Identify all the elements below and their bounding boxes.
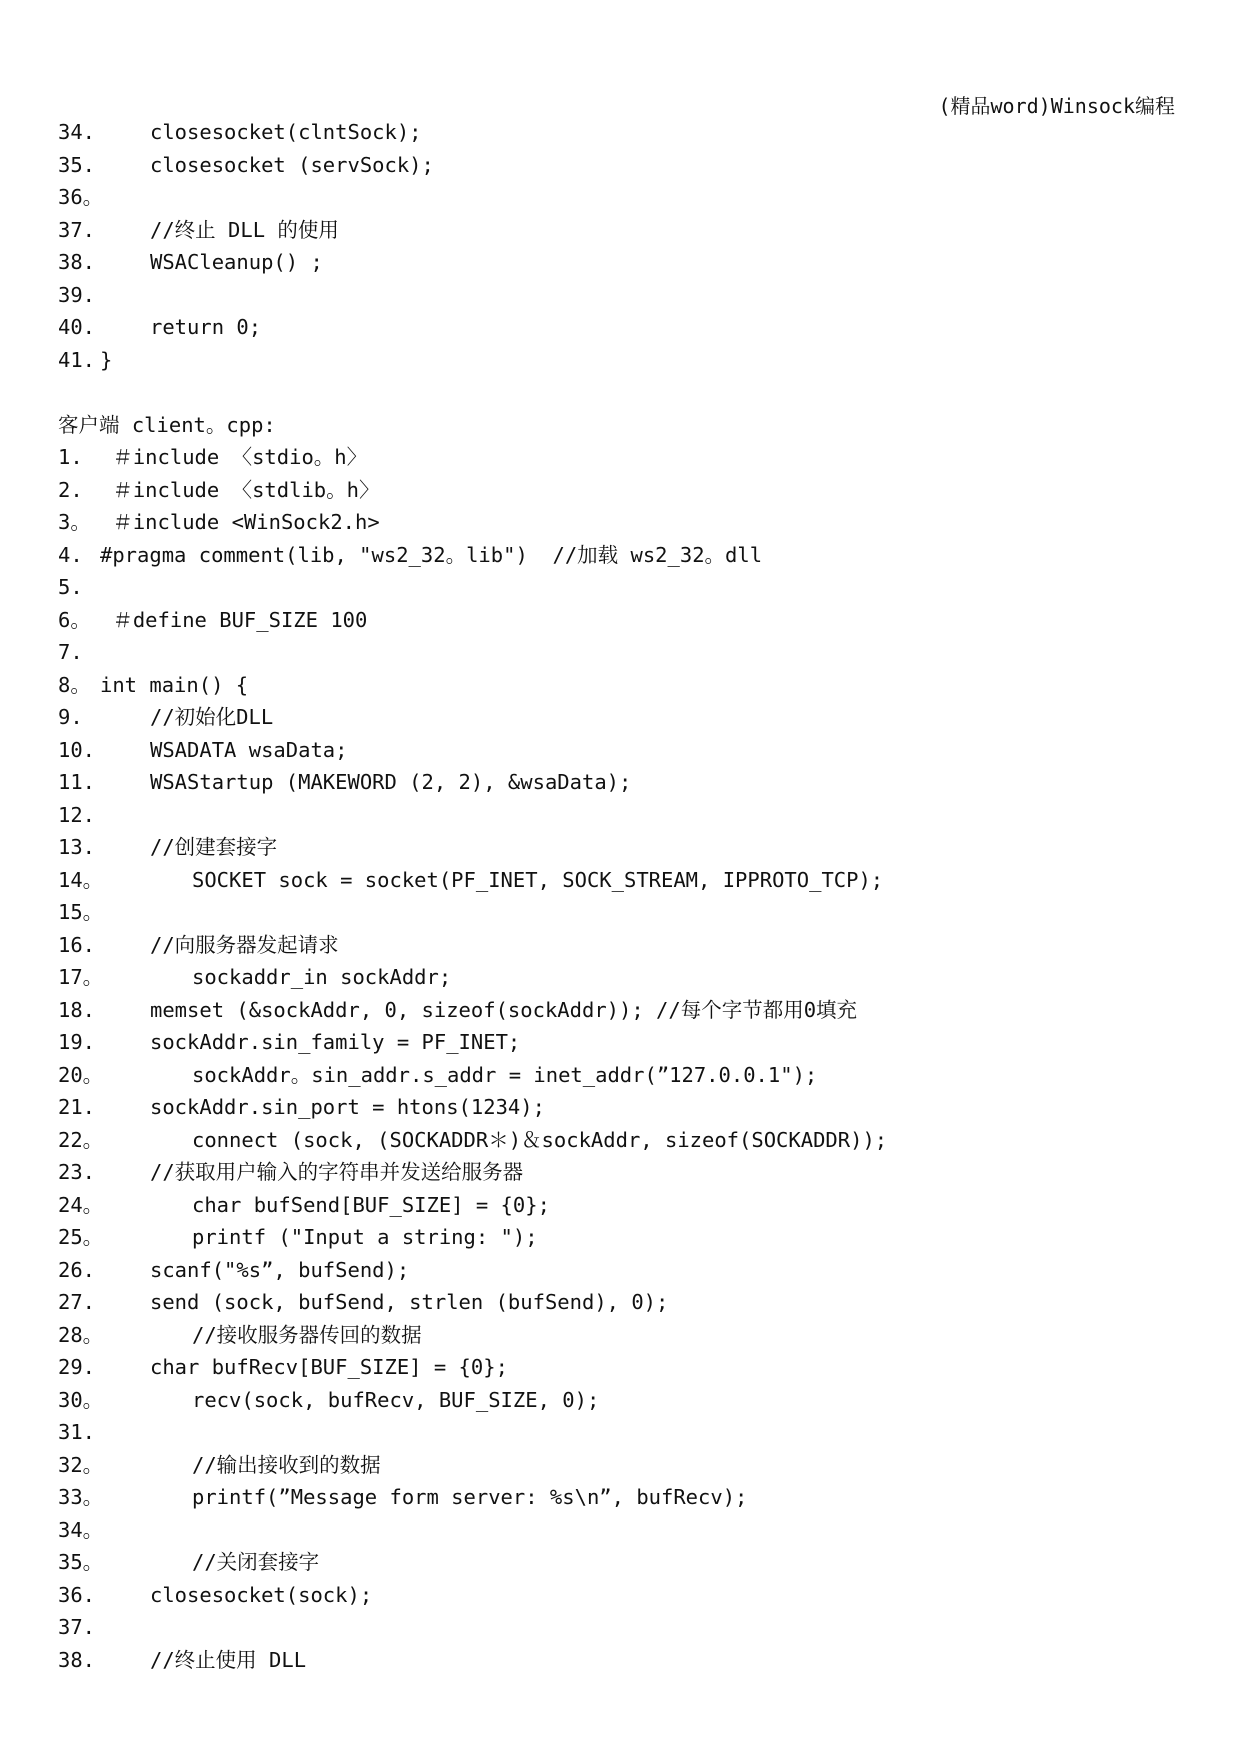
line-number: 12. bbox=[58, 802, 96, 827]
line-text: SOCKET sock = socket(PF_INET, SOCK_STREAM, IPPROTO_TCP); bbox=[192, 867, 884, 892]
line-text: ＃include 〈stdio。h〉 bbox=[100, 445, 368, 469]
line-number: 3。 bbox=[58, 510, 91, 534]
code-line bbox=[58, 1319, 1198, 1352]
line-text: recv(sock, bufRecv, BUF_SIZE, 0); bbox=[192, 1387, 600, 1412]
line-text: send (sock, bufSend, strlen (bufSend), 0); bbox=[150, 1290, 669, 1314]
line-number: 20。 bbox=[58, 1062, 104, 1087]
code-line bbox=[58, 181, 1198, 214]
line-number: 34。 bbox=[58, 1517, 104, 1542]
line-text: scanf("%s”, bufSend); bbox=[150, 1257, 410, 1282]
line-text: //向服务器发起请求 bbox=[150, 932, 339, 957]
line-number: 5. bbox=[58, 575, 83, 599]
code-line bbox=[58, 1286, 1198, 1319]
code-line bbox=[58, 571, 1198, 604]
line-number: 36。 bbox=[58, 185, 104, 209]
line-number: 40. bbox=[58, 315, 96, 339]
line-number: 14。 bbox=[58, 867, 104, 892]
code-line bbox=[58, 506, 1198, 539]
line-text: return 0; bbox=[150, 315, 262, 339]
line-number: 38. bbox=[58, 250, 96, 274]
line-text: sockAddr.sin_family = PF_INET; bbox=[150, 1030, 521, 1054]
code-line bbox=[58, 279, 1198, 312]
line-text: //输出接收到的数据 bbox=[192, 1452, 381, 1477]
line-number: 13. bbox=[58, 835, 96, 859]
code-line bbox=[58, 1416, 1198, 1449]
line-text: sockAddr。sin_addr.s_addr = inet_addr(”127.0.0.1"); bbox=[192, 1062, 818, 1087]
line-text: char bufSend[BUF_SIZE] = {0}; bbox=[192, 1192, 550, 1217]
code-line bbox=[58, 864, 1198, 897]
line-number: 2. bbox=[58, 477, 83, 502]
code-line bbox=[58, 116, 1198, 149]
code-line bbox=[58, 669, 1198, 702]
code-line bbox=[58, 831, 1198, 864]
line-number: 35. bbox=[58, 152, 96, 177]
line-number: 9. bbox=[58, 705, 83, 729]
line-text: ＃include 〈stdlib。h〉 bbox=[100, 477, 380, 502]
line-text: char bufRecv[BUF_SIZE] = {0}; bbox=[150, 1355, 508, 1379]
code-line bbox=[58, 604, 1198, 637]
code-line bbox=[58, 1091, 1198, 1124]
line-number: 8。 bbox=[58, 672, 91, 697]
line-number: 7. bbox=[58, 640, 83, 664]
code-line bbox=[58, 734, 1198, 767]
line-number: 16. bbox=[58, 932, 96, 957]
line-text: //初始化DLL bbox=[150, 705, 274, 729]
code-line bbox=[58, 344, 1198, 377]
line-text: printf(”Message form server: %s\n”, bufRecv); bbox=[192, 1485, 748, 1509]
code-line bbox=[58, 896, 1198, 929]
line-number: 36. bbox=[58, 1582, 96, 1607]
code-line bbox=[58, 1254, 1198, 1287]
line-text: //终止 DLL 的使用 bbox=[150, 217, 339, 242]
line-number: 17。 bbox=[58, 965, 104, 989]
code-line bbox=[58, 636, 1198, 669]
code-line bbox=[58, 701, 1198, 734]
line-number: 33。 bbox=[58, 1485, 104, 1509]
code-line bbox=[58, 929, 1198, 962]
line-text: connect (sock, (SOCKADDR＊)＆sockAddr, sizeof(SOCKADDR)); bbox=[192, 1127, 888, 1152]
line-text: #pragma comment(lib, "ws2_32。lib") //加载 ws2_32。dll bbox=[100, 542, 763, 567]
line-text: sockaddr_in sockAddr; bbox=[192, 965, 452, 989]
line-number: 10. bbox=[58, 737, 96, 762]
code-listing bbox=[58, 116, 1198, 1676]
line-text: closesocket(clntSock); bbox=[150, 120, 422, 144]
line-text: WSAStartup (MAKEWORD (2, 2), &wsaData); bbox=[150, 770, 632, 794]
code-line bbox=[58, 1514, 1198, 1547]
code-line bbox=[58, 1481, 1198, 1514]
line-text: //终止使用 DLL bbox=[150, 1647, 307, 1672]
code-line bbox=[58, 1124, 1198, 1157]
line-number: 1. bbox=[58, 445, 83, 469]
code-line bbox=[58, 799, 1198, 832]
line-number: 15。 bbox=[58, 900, 104, 924]
line-text: //获取用户输入的字符串并发送给服务器 bbox=[150, 1160, 524, 1184]
line-number: 22。 bbox=[58, 1127, 104, 1152]
code-line bbox=[58, 246, 1198, 279]
code-line bbox=[58, 1026, 1198, 1059]
line-number: 6。 bbox=[58, 607, 91, 632]
line-number: 30。 bbox=[58, 1387, 104, 1412]
code-line bbox=[58, 1221, 1198, 1254]
code-line bbox=[58, 474, 1198, 507]
code-line bbox=[58, 1579, 1198, 1612]
code-line bbox=[58, 539, 1198, 572]
line-number: 41. bbox=[58, 347, 96, 372]
code-line bbox=[58, 1611, 1198, 1644]
line-text: memset (&sockAddr, 0, sizeof(sockAddr)); //每个字节都用0填充 bbox=[150, 997, 858, 1022]
line-text: } bbox=[100, 347, 113, 372]
line-number: 26. bbox=[58, 1257, 96, 1282]
line-text: printf ("Input a string: "); bbox=[192, 1225, 538, 1249]
line-text: closesocket (servSock); bbox=[150, 152, 434, 177]
code-line bbox=[58, 214, 1198, 247]
code-line bbox=[58, 1156, 1198, 1189]
code-line bbox=[58, 149, 1198, 182]
code-line bbox=[58, 1351, 1198, 1384]
code-line bbox=[58, 994, 1198, 1027]
line-number: 34. bbox=[58, 120, 96, 144]
code-line bbox=[58, 766, 1198, 799]
line-text: //关闭套接字 bbox=[192, 1550, 320, 1574]
line-text: sockAddr.sin_port = htons(1234); bbox=[150, 1095, 545, 1119]
line-number: 29. bbox=[58, 1355, 96, 1379]
page-header: (精品word)Winsock编程 bbox=[938, 94, 1175, 118]
line-number: 21. bbox=[58, 1095, 96, 1119]
line-text: int main() { bbox=[100, 672, 249, 697]
line-number: 38. bbox=[58, 1647, 96, 1672]
line-number: 37. bbox=[58, 217, 96, 242]
line-number: 19. bbox=[58, 1030, 96, 1054]
line-number: 27. bbox=[58, 1290, 96, 1314]
line-number: 32。 bbox=[58, 1452, 104, 1477]
line-number: 11. bbox=[58, 770, 96, 794]
code-line bbox=[58, 1644, 1198, 1677]
line-text: //创建套接字 bbox=[150, 835, 278, 859]
code-line bbox=[58, 1546, 1198, 1579]
line-number: 23. bbox=[58, 1160, 96, 1184]
line-number: 37. bbox=[58, 1615, 96, 1639]
line-number: 25。 bbox=[58, 1225, 104, 1249]
line-number: 24。 bbox=[58, 1192, 104, 1217]
code-line bbox=[58, 1384, 1198, 1417]
code-line bbox=[58, 1449, 1198, 1482]
spacer bbox=[58, 376, 1198, 409]
code-line bbox=[58, 1059, 1198, 1092]
code-line bbox=[58, 311, 1198, 344]
code-line bbox=[58, 1189, 1198, 1222]
line-text: WSADATA wsaData; bbox=[150, 737, 348, 762]
line-text: ＃include <WinSock2.h> bbox=[100, 510, 380, 534]
line-text: WSACleanup() ; bbox=[150, 250, 323, 274]
line-number: 31. bbox=[58, 1420, 96, 1444]
line-number: 4. bbox=[58, 542, 83, 567]
code-line bbox=[58, 961, 1198, 994]
code-line bbox=[58, 441, 1198, 474]
line-number: 18. bbox=[58, 997, 96, 1022]
line-number: 39. bbox=[58, 282, 96, 307]
line-number: 35。 bbox=[58, 1550, 104, 1574]
line-number: 28。 bbox=[58, 1322, 104, 1347]
line-text: //接收服务器传回的数据 bbox=[192, 1322, 422, 1347]
line-text: closesocket(sock); bbox=[150, 1582, 373, 1607]
line-text: ＃define BUF_SIZE 100 bbox=[100, 607, 368, 632]
section-heading: 客户端 client。cpp: bbox=[58, 412, 276, 437]
